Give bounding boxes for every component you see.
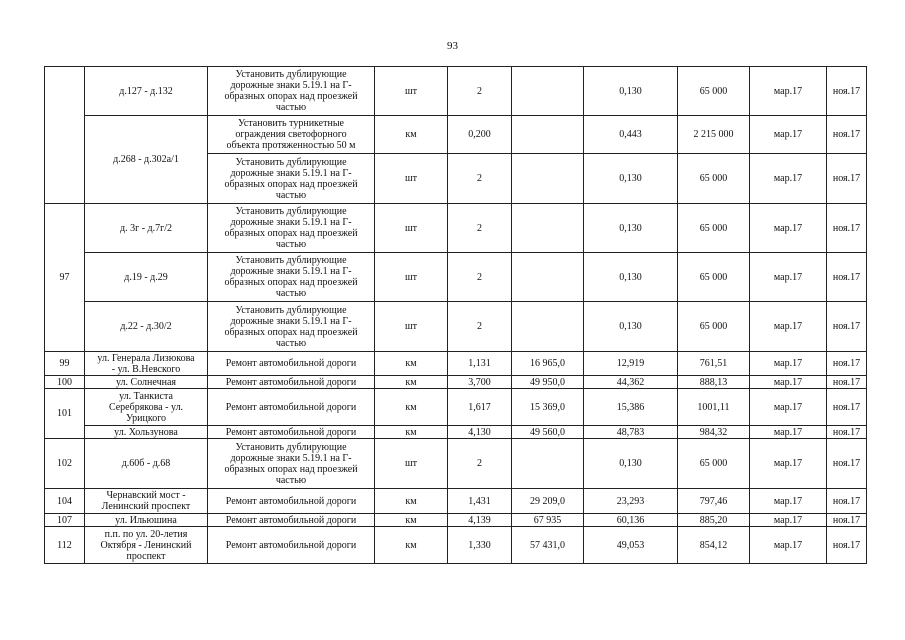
page-number: 93 <box>447 40 458 52</box>
start-date-cell: мар.17 <box>750 514 827 527</box>
price-cell: 65 000 <box>678 67 750 116</box>
unit-cell: км <box>375 514 448 527</box>
cost-cell <box>512 253 584 302</box>
start-date-cell: мар.17 <box>750 352 827 376</box>
table-row <box>45 116 867 154</box>
unit-cell: шт <box>375 253 448 302</box>
table-row <box>45 514 867 527</box>
end-date-cell: ноя.17 <box>827 514 867 527</box>
cost-cell <box>512 67 584 116</box>
section-cell: п.п. по ул. 20-летия Октября - Ленинский проспект <box>85 527 208 564</box>
row-number-cell <box>45 67 85 204</box>
section-cell: д.19 - д.29 <box>85 253 208 302</box>
end-date-cell: ноя.17 <box>827 527 867 564</box>
table-row <box>45 302 867 352</box>
start-date-cell: мар.17 <box>750 376 827 389</box>
amount-cell: 0,443 <box>584 116 678 154</box>
work-cell: Ремонт автомобильной дороги <box>208 527 375 564</box>
work-cell: Установить турникетные ограждения светофорного объекта протяженностью 50 м <box>208 116 375 154</box>
amount-cell: 12,919 <box>584 352 678 376</box>
row-number-cell: 97 <box>45 204 85 352</box>
price-cell: 65 000 <box>678 302 750 352</box>
amount-cell: 0,130 <box>584 253 678 302</box>
work-cell: Ремонт автомобильной дороги <box>208 389 375 426</box>
unit-cell: шт <box>375 204 448 253</box>
end-date-cell: ноя.17 <box>827 302 867 352</box>
end-date-cell: ноя.17 <box>827 389 867 426</box>
qty-cell: 2 <box>448 204 512 253</box>
qty-cell: 2 <box>448 439 512 489</box>
cost-cell: 49 950,0 <box>512 376 584 389</box>
unit-cell: км <box>375 426 448 439</box>
unit-cell: км <box>375 389 448 426</box>
section-cell: ул. Хользунова <box>85 426 208 439</box>
price-cell: 984,32 <box>678 426 750 439</box>
qty-cell: 1,617 <box>448 389 512 426</box>
qty-cell: 2 <box>448 67 512 116</box>
end-date-cell: ноя.17 <box>827 426 867 439</box>
work-cell: Ремонт автомобильной дороги <box>208 489 375 514</box>
row-number-cell: 100 <box>45 376 85 389</box>
section-cell: д.127 - д.132 <box>85 67 208 116</box>
end-date-cell: ноя.17 <box>827 116 867 154</box>
price-cell: 1001,11 <box>678 389 750 426</box>
amount-cell: 48,783 <box>584 426 678 439</box>
cost-cell: 29 209,0 <box>512 489 584 514</box>
amount-cell: 0,130 <box>584 154 678 204</box>
work-cell: Ремонт автомобильной дороги <box>208 426 375 439</box>
unit-cell: км <box>375 376 448 389</box>
row-number-cell: 107 <box>45 514 85 527</box>
cost-cell <box>512 154 584 204</box>
price-cell: 797,46 <box>678 489 750 514</box>
end-date-cell: ноя.17 <box>827 376 867 389</box>
price-cell: 761,51 <box>678 352 750 376</box>
qty-cell: 2 <box>448 154 512 204</box>
work-cell: Ремонт автомобильной дороги <box>208 376 375 389</box>
work-cell: Установить дублирующие дорожные знаки 5.19.1 на Г- образных опорах над проезжей частью <box>208 67 375 116</box>
table-row <box>45 489 867 514</box>
amount-cell: 0,130 <box>584 439 678 489</box>
row-number-cell: 104 <box>45 489 85 514</box>
qty-cell: 4,139 <box>448 514 512 527</box>
amount-cell: 0,130 <box>584 204 678 253</box>
cost-cell: 57 431,0 <box>512 527 584 564</box>
price-cell: 888,13 <box>678 376 750 389</box>
qty-cell: 1,431 <box>448 489 512 514</box>
start-date-cell: мар.17 <box>750 253 827 302</box>
table-row <box>45 204 867 253</box>
section-cell: ул. Ильюшина <box>85 514 208 527</box>
start-date-cell: мар.17 <box>750 426 827 439</box>
cost-cell <box>512 439 584 489</box>
cost-cell <box>512 116 584 154</box>
qty-cell: 4,130 <box>448 426 512 439</box>
table-row <box>45 352 867 376</box>
unit-cell: шт <box>375 302 448 352</box>
start-date-cell: мар.17 <box>750 116 827 154</box>
section-cell: Чернавский мост - Ленинский проспект <box>85 489 208 514</box>
cost-cell <box>512 204 584 253</box>
price-cell: 65 000 <box>678 154 750 204</box>
unit-cell: км <box>375 489 448 514</box>
qty-cell: 0,200 <box>448 116 512 154</box>
start-date-cell: мар.17 <box>750 439 827 489</box>
start-date-cell: мар.17 <box>750 489 827 514</box>
amount-cell: 0,130 <box>584 302 678 352</box>
section-cell: ул. Танкиста Серебрякова - ул. Урицкого <box>85 389 208 426</box>
amount-cell: 0,130 <box>584 67 678 116</box>
work-cell: Установить дублирующие дорожные знаки 5.19.1 на Г- образных опорах над проезжей частью <box>208 302 375 352</box>
table-row <box>45 389 867 426</box>
end-date-cell: ноя.17 <box>827 489 867 514</box>
work-cell: Установить дублирующие дорожные знаки 5.19.1 на Г- образных опорах над проезжей частью <box>208 154 375 204</box>
cost-cell: 16 965,0 <box>512 352 584 376</box>
work-cell: Установить дублирующие дорожные знаки 5.19.1 на Г- образных опорах над проезжей частью <box>208 204 375 253</box>
cost-cell: 15 369,0 <box>512 389 584 426</box>
end-date-cell: ноя.17 <box>827 67 867 116</box>
price-cell: 854,12 <box>678 527 750 564</box>
amount-cell: 44,362 <box>584 376 678 389</box>
section-cell: д. 3г - д.7г/2 <box>85 204 208 253</box>
cost-cell: 49 560,0 <box>512 426 584 439</box>
table-row <box>45 67 867 116</box>
unit-cell: км <box>375 116 448 154</box>
price-cell: 885,20 <box>678 514 750 527</box>
row-number-cell: 99 <box>45 352 85 376</box>
price-cell: 65 000 <box>678 253 750 302</box>
qty-cell: 2 <box>448 302 512 352</box>
section-cell: д.22 - д.30/2 <box>85 302 208 352</box>
cost-cell <box>512 302 584 352</box>
unit-cell: шт <box>375 67 448 116</box>
end-date-cell: ноя.17 <box>827 439 867 489</box>
row-number-cell: 102 <box>45 439 85 489</box>
start-date-cell: мар.17 <box>750 204 827 253</box>
end-date-cell: ноя.17 <box>827 352 867 376</box>
price-cell: 65 000 <box>678 204 750 253</box>
amount-cell: 60,136 <box>584 514 678 527</box>
qty-cell: 1,330 <box>448 527 512 564</box>
price-cell: 65 000 <box>678 439 750 489</box>
work-cell: Ремонт автомобильной дороги <box>208 352 375 376</box>
start-date-cell: мар.17 <box>750 302 827 352</box>
price-cell: 2 215 000 <box>678 116 750 154</box>
start-date-cell: мар.17 <box>750 67 827 116</box>
section-cell: д.268 - д.302а/1 <box>85 116 208 204</box>
unit-cell: км <box>375 527 448 564</box>
row-number-cell: 101 <box>45 389 85 439</box>
row-number-cell: 112 <box>45 527 85 564</box>
section-cell: ул. Солнечная <box>85 376 208 389</box>
section-cell: ул. Генерала Лизюкова - ул. В.Невского <box>85 352 208 376</box>
unit-cell: км <box>375 352 448 376</box>
start-date-cell: мар.17 <box>750 154 827 204</box>
end-date-cell: ноя.17 <box>827 204 867 253</box>
qty-cell: 1,131 <box>448 352 512 376</box>
unit-cell: шт <box>375 154 448 204</box>
table-row <box>45 253 867 302</box>
qty-cell: 3,700 <box>448 376 512 389</box>
end-date-cell: ноя.17 <box>827 253 867 302</box>
amount-cell: 49,053 <box>584 527 678 564</box>
table-row <box>45 439 867 489</box>
qty-cell: 2 <box>448 253 512 302</box>
start-date-cell: мар.17 <box>750 527 827 564</box>
road-works-table <box>44 66 867 564</box>
section-cell: д.60б - д.68 <box>85 439 208 489</box>
unit-cell: шт <box>375 439 448 489</box>
table-row <box>45 426 867 439</box>
table-row <box>45 376 867 389</box>
work-cell: Установить дублирующие дорожные знаки 5.19.1 на Г- образных опорах над проезжей частью <box>208 253 375 302</box>
start-date-cell: мар.17 <box>750 389 827 426</box>
table-row <box>45 527 867 564</box>
amount-cell: 23,293 <box>584 489 678 514</box>
end-date-cell: ноя.17 <box>827 154 867 204</box>
cost-cell: 67 935 <box>512 514 584 527</box>
work-cell: Ремонт автомобильной дороги <box>208 514 375 527</box>
amount-cell: 15,386 <box>584 389 678 426</box>
work-cell: Установить дублирующие дорожные знаки 5.19.1 на Г- образных опорах над проезжей частью <box>208 439 375 489</box>
